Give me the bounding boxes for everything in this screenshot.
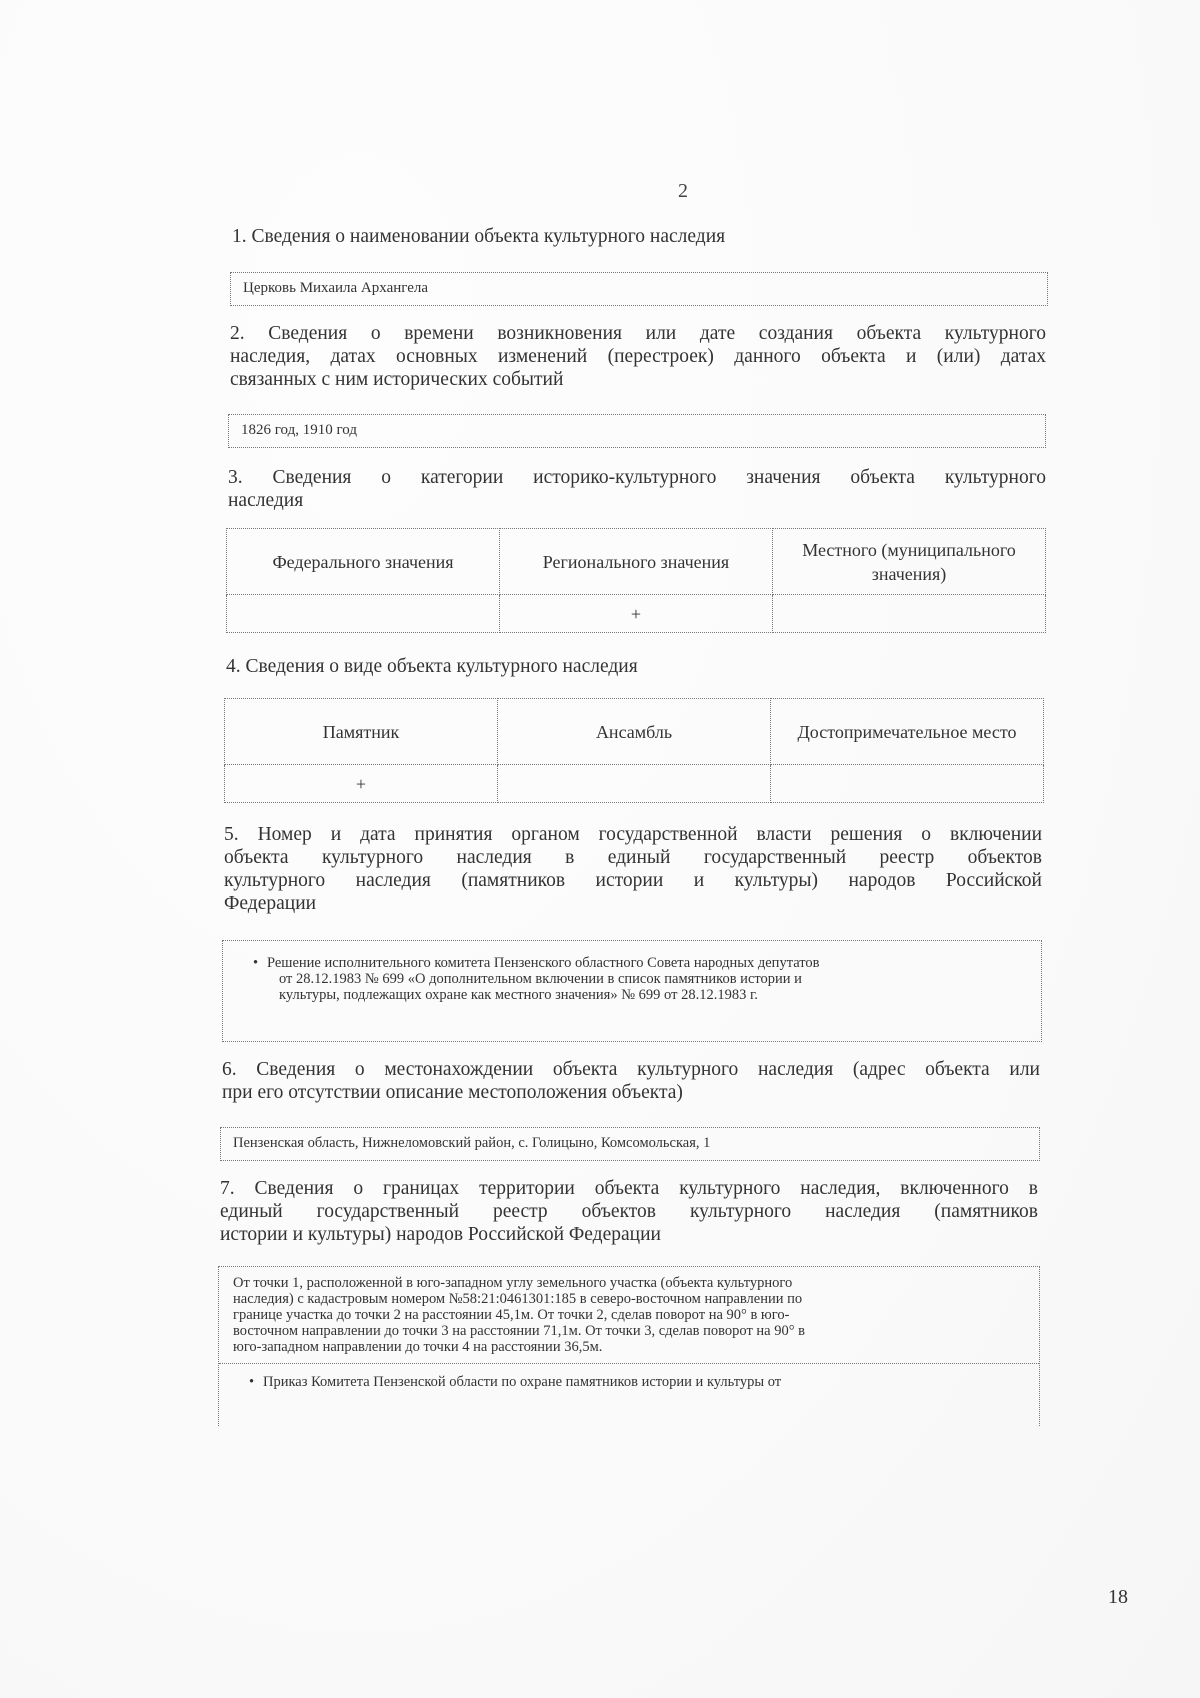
section7-bullet-text: Приказ Комитета Пензенской области по охране памятников истории и культуры от bbox=[263, 1374, 782, 1390]
section5-heading-line-2: объекта культурного наследия в единый государственный реестр объектов bbox=[224, 847, 1042, 868]
section3-category-table bbox=[226, 528, 1046, 633]
section1-heading: 1. Сведения о наименовании объекта культурного наследия bbox=[232, 226, 726, 247]
section7-text-line-5: юго-западном направлении до точки 4 на расстоянии 36,5м. bbox=[233, 1339, 603, 1355]
section2-value-box bbox=[228, 414, 1046, 448]
section4-mark-ensemble bbox=[498, 765, 771, 803]
section6-address: Пензенская область, Нижнеломовский район, с. Голицыно, Комсомольская, 1 bbox=[233, 1135, 711, 1151]
section2-heading-line-2: наследия, датах основных изменений (перестроек) данного объекта и (или) датах bbox=[230, 346, 1046, 367]
section3-mark-local bbox=[773, 595, 1046, 633]
section4-mark-monument: + bbox=[225, 765, 498, 803]
section4-col-landmark: Достопримечательное место bbox=[771, 699, 1044, 765]
section5-bullet-line-2: от 28.12.1983 № 699 «О дополнительном включении в список памятников истории и bbox=[279, 971, 802, 987]
section2-heading-line-1: 2. Сведения о времени возникновения или дате создания объекта культурного bbox=[230, 323, 1046, 344]
section4-col-ensemble: Ансамбль bbox=[498, 699, 771, 765]
section7-boundary-text bbox=[233, 1275, 1027, 1355]
section7-heading-line-2: единый государственный реестр объектов культурного наследия (памятников bbox=[220, 1201, 1038, 1222]
section3-col-federal: Федерального значения bbox=[227, 529, 500, 595]
section5-heading-line-4: Федерации bbox=[224, 893, 317, 914]
section7-text-line-1: От точки 1, расположенной в юго-западном углу земельного участка (объекта культурного bbox=[233, 1275, 793, 1291]
section7-heading bbox=[220, 1177, 1038, 1246]
section5-bullet-icon: • bbox=[253, 955, 259, 971]
section7-bullet-icon: • bbox=[249, 1374, 255, 1390]
section6-address-box bbox=[220, 1127, 1040, 1161]
section5-heading-line-3: культурного наследия (памятников истории и культуры) народов Российской bbox=[224, 870, 1042, 891]
section1-value: Церковь Михаила Архангела bbox=[243, 280, 429, 296]
section2-heading-line-3: связанных с ним исторических событий bbox=[230, 369, 564, 390]
section3-col-local: Местного (муниципального значения) bbox=[773, 529, 1046, 595]
section2-heading bbox=[230, 322, 1046, 391]
section2-value: 1826 год, 1910 год bbox=[241, 422, 357, 438]
section4-mark-landmark bbox=[771, 765, 1044, 803]
section3-heading-line-1: 3. Сведения о категории историко-культурного значения объекта культурного bbox=[228, 467, 1046, 488]
section3-col-regional: Регионального значения bbox=[500, 529, 773, 595]
section7-boundary-box bbox=[218, 1266, 1040, 1426]
section6-heading-line-1: 6. Сведения о местонахождении объекта культурного наследия (адрес объекта или bbox=[222, 1059, 1040, 1080]
section7-bullet bbox=[233, 1374, 1027, 1390]
section3-heading bbox=[228, 466, 1046, 512]
section3-mark-regional: + bbox=[500, 595, 773, 633]
section6-heading bbox=[222, 1058, 1040, 1104]
section3-mark-federal bbox=[227, 595, 500, 633]
section4-type-table bbox=[224, 698, 1044, 803]
page-number-top: 2 bbox=[678, 180, 688, 202]
section3-heading-line-2: наследия bbox=[228, 490, 304, 511]
section7-text-line-4: восточном направлении до точки 3 на расстоянии 71,1м. От точки 3, сделав поворот на 90° в bbox=[233, 1323, 805, 1339]
section4-heading: 4. Сведения о виде объекта культурного наследия bbox=[226, 656, 638, 677]
section5-bullet-line-1: Решение исполнительного комитета Пензенского областного Совета народных депутатов bbox=[267, 955, 820, 971]
section1-value-box bbox=[230, 272, 1048, 306]
page-number-bottom: 18 bbox=[1108, 1586, 1128, 1608]
section7-text-line-2: наследия) с кадастровым номером №58:21:0461301:185 в северо-восточном направлении по bbox=[233, 1291, 803, 1307]
section5-decision-box bbox=[222, 940, 1042, 1042]
section6-heading-line-2: при его отсутствии описание местоположения объекта) bbox=[222, 1082, 683, 1103]
section5-heading-line-1: 5. Номер и дата принятия органом государственной власти решения о включении bbox=[224, 824, 1042, 845]
section7-heading-line-1: 7. Сведения о границах территории объекта культурного наследия, включенного в bbox=[220, 1178, 1038, 1199]
section7-heading-line-3: истории и культуры) народов Российской Федерации bbox=[220, 1224, 661, 1245]
section4-col-monument: Памятник bbox=[225, 699, 498, 765]
section7-divider bbox=[219, 1363, 1039, 1364]
section7-text-line-3: границе участка до точки 2 на расстоянии 45,1м. От точки 2, сделав поворот на 90° в юго- bbox=[233, 1307, 790, 1323]
section5-heading bbox=[224, 823, 1042, 915]
section5-bullet-line-3: культуры, подлежащих охране как местного значения» № 699 от 28.12.1983 г. bbox=[279, 987, 758, 1003]
